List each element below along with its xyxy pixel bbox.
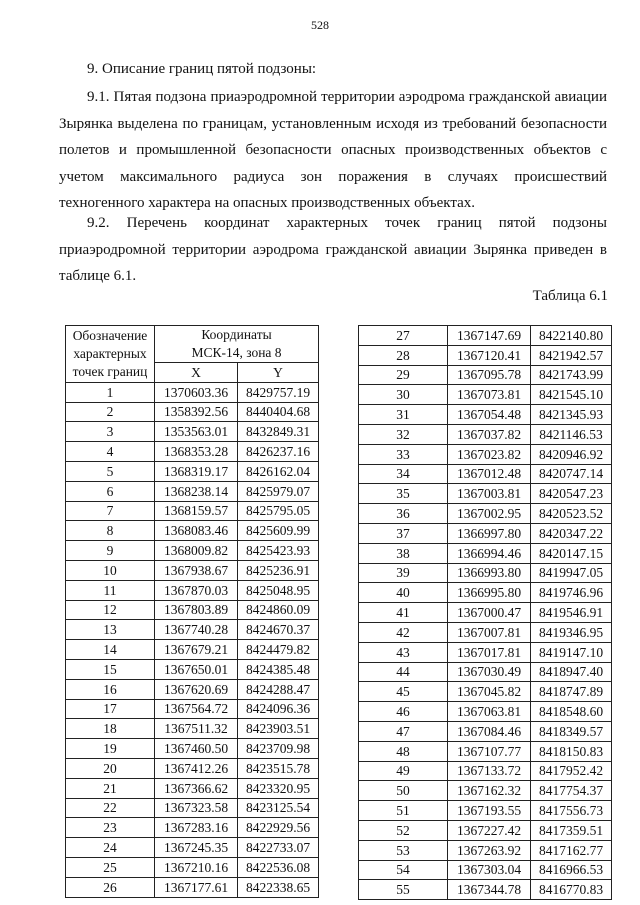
point-number-cell: 33 bbox=[359, 444, 448, 464]
y-coordinate-cell: 8417754.37 bbox=[531, 781, 612, 801]
point-number-cell: 32 bbox=[359, 424, 448, 444]
y-coordinate-cell: 8418349.57 bbox=[531, 721, 612, 741]
table-row bbox=[359, 543, 612, 563]
table-row bbox=[359, 761, 612, 781]
y-coordinate-cell: 8419346.95 bbox=[531, 622, 612, 642]
point-number-cell: 31 bbox=[359, 405, 448, 425]
point-number-cell: 48 bbox=[359, 741, 448, 761]
table-row bbox=[359, 424, 612, 444]
point-number-cell: 38 bbox=[359, 543, 448, 563]
x-coordinate-cell: 1367107.77 bbox=[448, 741, 531, 761]
y-coordinate-cell: 8420347.22 bbox=[531, 523, 612, 543]
x-coordinate-cell: 1367012.48 bbox=[448, 464, 531, 484]
point-header-line-1: Обозначение bbox=[72, 327, 148, 343]
table-row bbox=[359, 702, 612, 722]
y-coordinate-cell: 8419746.96 bbox=[531, 583, 612, 603]
point-number-cell: 14 bbox=[66, 640, 155, 660]
point-number-cell: 4 bbox=[66, 442, 155, 462]
y-coordinate-cell: 8422140.80 bbox=[531, 326, 612, 346]
table-row bbox=[359, 523, 612, 543]
point-number-cell: 2 bbox=[66, 402, 155, 422]
coordinates-table-left bbox=[65, 325, 319, 898]
y-coordinate-cell: 8421942.57 bbox=[531, 345, 612, 365]
point-number-cell: 27 bbox=[359, 326, 448, 346]
point-number-cell: 45 bbox=[359, 682, 448, 702]
x-coordinate-cell: 1368238.14 bbox=[155, 481, 238, 501]
y-coordinate-cell: 8417952.42 bbox=[531, 761, 612, 781]
point-number-cell: 28 bbox=[359, 345, 448, 365]
x-coordinate-cell: 1367263.92 bbox=[448, 840, 531, 860]
point-number-cell: 23 bbox=[66, 818, 155, 838]
y-coordinate-cell: 8418747.89 bbox=[531, 682, 612, 702]
x-coordinate-cell: 1368009.82 bbox=[155, 541, 238, 561]
coords-header-line-2: МСК-14, зона 8 bbox=[191, 345, 282, 360]
point-number-cell: 55 bbox=[359, 880, 448, 900]
coords-header-line-1: Координаты bbox=[201, 327, 272, 342]
y-coordinate-cell: 8426162.04 bbox=[238, 461, 319, 481]
x-coordinate-cell: 1367412.26 bbox=[155, 758, 238, 778]
y-coordinate-cell: 8421545.10 bbox=[531, 385, 612, 405]
x-coordinate-cell: 1367007.81 bbox=[448, 622, 531, 642]
x-coordinate-cell: 1367017.81 bbox=[448, 642, 531, 662]
table-row bbox=[359, 682, 612, 702]
point-number-cell: 34 bbox=[359, 464, 448, 484]
point-number-cell: 52 bbox=[359, 820, 448, 840]
point-number-cell: 3 bbox=[66, 422, 155, 442]
point-number-cell: 8 bbox=[66, 521, 155, 541]
table-row bbox=[66, 778, 319, 798]
table-row bbox=[66, 481, 319, 501]
x-coordinate-cell: 1367870.03 bbox=[155, 580, 238, 600]
y-coordinate-cell: 8424385.48 bbox=[238, 659, 319, 679]
table-row bbox=[66, 600, 319, 620]
point-number-cell: 43 bbox=[359, 642, 448, 662]
y-coordinate-cell: 8416770.83 bbox=[531, 880, 612, 900]
y-column-header: Y bbox=[238, 363, 319, 383]
x-coordinate-cell: 1367045.82 bbox=[448, 682, 531, 702]
table-row bbox=[66, 560, 319, 580]
paragraph-9-1-text: 9.1. Пятая подзона приаэродромной территории аэродрома гражданской авиации Зырянка выделена по границам, установленным исходя из требований безопасности полетов и промышленной безопасности опасных производственных объектов с учетом максимального радиуса зон поражения в случаях происшествий техногенного характера на опасных производственных объектах. bbox=[59, 89, 607, 211]
point-number-cell: 51 bbox=[359, 801, 448, 821]
x-coordinate-cell: 1367000.47 bbox=[448, 603, 531, 623]
y-coordinate-cell: 8426237.16 bbox=[238, 442, 319, 462]
point-number-cell: 44 bbox=[359, 662, 448, 682]
y-coordinate-cell: 8429757.19 bbox=[238, 382, 319, 402]
point-header-line-3: точек границ bbox=[72, 363, 148, 379]
table-row bbox=[66, 679, 319, 699]
y-coordinate-cell: 8423709.98 bbox=[238, 739, 319, 759]
point-number-cell: 6 bbox=[66, 481, 155, 501]
y-coordinate-cell: 8425609.99 bbox=[238, 521, 319, 541]
table-row bbox=[359, 840, 612, 860]
y-coordinate-cell: 8420147.15 bbox=[531, 543, 612, 563]
point-number-cell: 35 bbox=[359, 484, 448, 504]
x-coordinate-cell: 1367002.95 bbox=[448, 504, 531, 524]
table-row bbox=[359, 385, 612, 405]
y-coordinate-cell: 8422536.08 bbox=[238, 857, 319, 877]
x-coordinate-cell: 1367803.89 bbox=[155, 600, 238, 620]
x-coordinate-cell: 1367938.67 bbox=[155, 560, 238, 580]
y-coordinate-cell: 8421743.99 bbox=[531, 365, 612, 385]
y-coordinate-cell: 8416966.53 bbox=[531, 860, 612, 880]
x-coordinate-cell: 1367193.55 bbox=[448, 801, 531, 821]
x-coordinate-cell: 1367460.50 bbox=[155, 739, 238, 759]
table-row bbox=[359, 781, 612, 801]
point-number-cell: 20 bbox=[66, 758, 155, 778]
point-number-cell: 7 bbox=[66, 501, 155, 521]
y-coordinate-cell: 8425795.05 bbox=[238, 501, 319, 521]
point-column-header bbox=[66, 326, 155, 383]
point-number-cell: 41 bbox=[359, 603, 448, 623]
x-coordinate-cell: 1367084.46 bbox=[448, 721, 531, 741]
x-coordinate-cell: 1368083.46 bbox=[155, 521, 238, 541]
x-coordinate-cell: 1367740.28 bbox=[155, 620, 238, 640]
table-row bbox=[66, 719, 319, 739]
x-coordinate-cell: 1367037.82 bbox=[448, 424, 531, 444]
x-coordinate-cell: 1368319.17 bbox=[155, 461, 238, 481]
point-number-cell: 18 bbox=[66, 719, 155, 739]
x-coordinate-cell: 1358392.56 bbox=[155, 402, 238, 422]
table-row bbox=[66, 501, 319, 521]
x-coordinate-cell: 1370603.36 bbox=[155, 382, 238, 402]
x-coordinate-cell: 1367177.61 bbox=[155, 877, 238, 897]
x-coordinate-cell: 1366994.46 bbox=[448, 543, 531, 563]
point-number-cell: 15 bbox=[66, 659, 155, 679]
x-coordinate-cell: 1367073.81 bbox=[448, 385, 531, 405]
table-row bbox=[359, 603, 612, 623]
x-coordinate-cell: 1367511.32 bbox=[155, 719, 238, 739]
x-coordinate-cell: 1367283.16 bbox=[155, 818, 238, 838]
x-coordinate-cell: 1367095.78 bbox=[448, 365, 531, 385]
table-row bbox=[66, 521, 319, 541]
table-row bbox=[359, 365, 612, 385]
section-heading: 9. Описание границ пятой подзоны: bbox=[87, 61, 317, 77]
table-row bbox=[359, 563, 612, 583]
y-coordinate-cell: 8419546.91 bbox=[531, 603, 612, 623]
table-row bbox=[66, 857, 319, 877]
x-coordinate-cell: 1367120.41 bbox=[448, 345, 531, 365]
y-coordinate-cell: 8421345.93 bbox=[531, 405, 612, 425]
table-row bbox=[359, 622, 612, 642]
point-number-cell: 47 bbox=[359, 721, 448, 741]
table-row bbox=[359, 464, 612, 484]
table-row bbox=[66, 838, 319, 858]
y-coordinate-cell: 8425048.95 bbox=[238, 580, 319, 600]
point-number-cell: 9 bbox=[66, 541, 155, 561]
point-number-cell: 26 bbox=[66, 877, 155, 897]
point-number-cell: 16 bbox=[66, 679, 155, 699]
paragraph-9-2 bbox=[59, 210, 607, 290]
y-coordinate-cell: 8417162.77 bbox=[531, 840, 612, 860]
point-number-cell: 24 bbox=[66, 838, 155, 858]
table-row bbox=[359, 741, 612, 761]
point-number-cell: 54 bbox=[359, 860, 448, 880]
table-row bbox=[66, 442, 319, 462]
y-coordinate-cell: 8422929.56 bbox=[238, 818, 319, 838]
point-number-cell: 12 bbox=[66, 600, 155, 620]
x-coordinate-cell: 1367063.81 bbox=[448, 702, 531, 722]
table-row bbox=[66, 640, 319, 660]
table-row bbox=[359, 345, 612, 365]
point-number-cell: 1 bbox=[66, 382, 155, 402]
y-coordinate-cell: 8424479.82 bbox=[238, 640, 319, 660]
table-row bbox=[359, 444, 612, 464]
point-number-cell: 40 bbox=[359, 583, 448, 603]
x-coordinate-cell: 1366993.80 bbox=[448, 563, 531, 583]
y-coordinate-cell: 8423125.54 bbox=[238, 798, 319, 818]
table-row bbox=[66, 422, 319, 442]
x-coordinate-cell: 1367030.49 bbox=[448, 662, 531, 682]
table-row bbox=[359, 801, 612, 821]
x-coordinate-cell: 1366995.80 bbox=[448, 583, 531, 603]
point-number-cell: 5 bbox=[66, 461, 155, 481]
table-row bbox=[359, 326, 612, 346]
table-row bbox=[359, 662, 612, 682]
point-number-cell: 49 bbox=[359, 761, 448, 781]
point-number-cell: 50 bbox=[359, 781, 448, 801]
x-coordinate-cell: 1367366.62 bbox=[155, 778, 238, 798]
x-coordinate-cell: 1367679.21 bbox=[155, 640, 238, 660]
x-coordinate-cell: 1353563.01 bbox=[155, 422, 238, 442]
x-coordinate-cell: 1367564.72 bbox=[155, 699, 238, 719]
y-coordinate-cell: 8417556.73 bbox=[531, 801, 612, 821]
table-row bbox=[359, 820, 612, 840]
point-number-cell: 19 bbox=[66, 739, 155, 759]
y-coordinate-cell: 8423320.95 bbox=[238, 778, 319, 798]
table-row bbox=[359, 583, 612, 603]
coords-column-header bbox=[155, 326, 319, 363]
x-coordinate-cell: 1367147.69 bbox=[448, 326, 531, 346]
x-coordinate-cell: 1368353.28 bbox=[155, 442, 238, 462]
point-number-cell: 11 bbox=[66, 580, 155, 600]
table-row bbox=[66, 699, 319, 719]
y-coordinate-cell: 8423515.78 bbox=[238, 758, 319, 778]
x-coordinate-cell: 1367054.48 bbox=[448, 405, 531, 425]
point-number-cell: 17 bbox=[66, 699, 155, 719]
point-number-cell: 30 bbox=[359, 385, 448, 405]
x-coordinate-cell: 1367650.01 bbox=[155, 659, 238, 679]
y-coordinate-cell: 8420747.14 bbox=[531, 464, 612, 484]
x-coordinate-cell: 1368159.57 bbox=[155, 501, 238, 521]
table-row bbox=[359, 642, 612, 662]
y-coordinate-cell: 8420946.92 bbox=[531, 444, 612, 464]
y-coordinate-cell: 8424860.09 bbox=[238, 600, 319, 620]
x-column-header: X bbox=[155, 363, 238, 383]
table-row bbox=[66, 580, 319, 600]
paragraph-9-1 bbox=[59, 84, 607, 217]
coordinates-table-right bbox=[358, 325, 612, 900]
y-coordinate-cell: 8421146.53 bbox=[531, 424, 612, 444]
x-coordinate-cell: 1366997.80 bbox=[448, 523, 531, 543]
table-row bbox=[359, 721, 612, 741]
y-coordinate-cell: 8417359.51 bbox=[531, 820, 612, 840]
table-row bbox=[66, 739, 319, 759]
y-coordinate-cell: 8418150.83 bbox=[531, 741, 612, 761]
point-header-line-2: характерных bbox=[73, 345, 147, 361]
point-number-cell: 46 bbox=[359, 702, 448, 722]
point-number-cell: 36 bbox=[359, 504, 448, 524]
table-row bbox=[66, 402, 319, 422]
table-row bbox=[66, 659, 319, 679]
point-number-cell: 21 bbox=[66, 778, 155, 798]
table-row bbox=[66, 758, 319, 778]
point-number-cell: 10 bbox=[66, 560, 155, 580]
point-number-cell: 37 bbox=[359, 523, 448, 543]
table-row bbox=[359, 504, 612, 524]
paragraph-9-2-text: 9.2. Перечень координат характерных точек границ пятой подзоны приаэродромной территории аэродрома гражданской авиации Зырянка приведен в таблице 6.1. bbox=[59, 215, 607, 284]
table-row bbox=[66, 461, 319, 481]
y-coordinate-cell: 8423903.51 bbox=[238, 719, 319, 739]
y-coordinate-cell: 8425979.07 bbox=[238, 481, 319, 501]
point-number-cell: 13 bbox=[66, 620, 155, 640]
x-coordinate-cell: 1367620.69 bbox=[155, 679, 238, 699]
x-coordinate-cell: 1367323.58 bbox=[155, 798, 238, 818]
table-row bbox=[359, 405, 612, 425]
table-caption: Таблица 6.1 bbox=[532, 288, 608, 304]
y-coordinate-cell: 8425236.91 bbox=[238, 560, 319, 580]
y-coordinate-cell: 8418947.40 bbox=[531, 662, 612, 682]
table-row bbox=[66, 818, 319, 838]
point-number-cell: 29 bbox=[359, 365, 448, 385]
point-number-cell: 42 bbox=[359, 622, 448, 642]
y-coordinate-cell: 8420547.23 bbox=[531, 484, 612, 504]
x-coordinate-cell: 1367245.35 bbox=[155, 838, 238, 858]
y-coordinate-cell: 8419147.10 bbox=[531, 642, 612, 662]
x-coordinate-cell: 1367133.72 bbox=[448, 761, 531, 781]
table-row bbox=[66, 877, 319, 897]
table-row bbox=[66, 620, 319, 640]
y-coordinate-cell: 8440404.68 bbox=[238, 402, 319, 422]
y-coordinate-cell: 8422733.07 bbox=[238, 838, 319, 858]
point-number-cell: 22 bbox=[66, 798, 155, 818]
point-number-cell: 53 bbox=[359, 840, 448, 860]
x-coordinate-cell: 1367227.42 bbox=[448, 820, 531, 840]
table-row bbox=[66, 541, 319, 561]
table-row bbox=[359, 860, 612, 880]
x-coordinate-cell: 1367162.32 bbox=[448, 781, 531, 801]
y-coordinate-cell: 8425423.93 bbox=[238, 541, 319, 561]
x-coordinate-cell: 1367303.04 bbox=[448, 860, 531, 880]
point-number-cell: 25 bbox=[66, 857, 155, 877]
table-row bbox=[359, 880, 612, 900]
page-number: 528 bbox=[311, 18, 329, 32]
table-row bbox=[359, 484, 612, 504]
y-coordinate-cell: 8420523.52 bbox=[531, 504, 612, 524]
y-coordinate-cell: 8422338.65 bbox=[238, 877, 319, 897]
x-coordinate-cell: 1367003.81 bbox=[448, 484, 531, 504]
y-coordinate-cell: 8424670.37 bbox=[238, 620, 319, 640]
point-number-cell: 39 bbox=[359, 563, 448, 583]
y-coordinate-cell: 8418548.60 bbox=[531, 702, 612, 722]
table-row bbox=[66, 382, 319, 402]
y-coordinate-cell: 8424096.36 bbox=[238, 699, 319, 719]
table-row bbox=[66, 798, 319, 818]
y-coordinate-cell: 8419947.05 bbox=[531, 563, 612, 583]
x-coordinate-cell: 1367210.16 bbox=[155, 857, 238, 877]
x-coordinate-cell: 1367344.78 bbox=[448, 880, 531, 900]
y-coordinate-cell: 8432849.31 bbox=[238, 422, 319, 442]
y-coordinate-cell: 8424288.47 bbox=[238, 679, 319, 699]
x-coordinate-cell: 1367023.82 bbox=[448, 444, 531, 464]
